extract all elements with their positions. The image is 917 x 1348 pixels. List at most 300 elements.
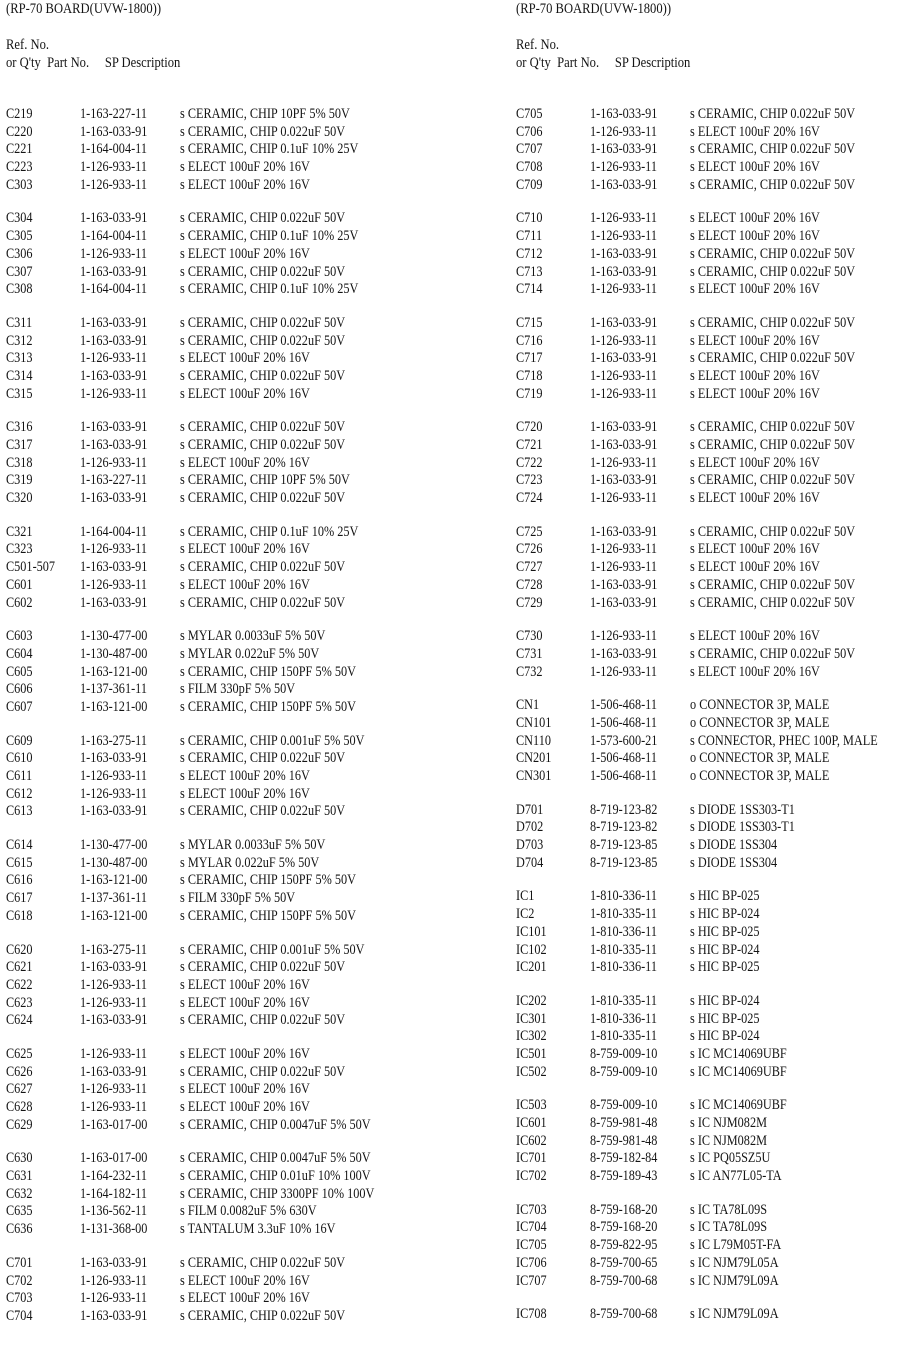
part-number: 1-163-033-91: [590, 350, 658, 367]
ref-number: C307: [6, 263, 33, 280]
ref-number: C323: [6, 541, 33, 558]
part-description: s CERAMIC, CHIP 0.1uF 10% 25V: [180, 523, 359, 540]
part-description: s ELECT 100uF 20% 16V: [180, 1272, 310, 1289]
ref-number: CN101: [516, 714, 552, 731]
part-number: 1-126-933-11: [590, 332, 657, 349]
part-description: s HIC BP-024: [690, 1028, 760, 1045]
ref-number: C620: [6, 941, 33, 958]
part-number: 1-126-933-11: [590, 281, 657, 298]
ref-number: C606: [6, 681, 33, 698]
part-description: s ELECT 100uF 20% 16V: [180, 159, 310, 176]
ref-number: C703: [6, 1290, 33, 1307]
part-number: 1-126-933-11: [590, 559, 657, 576]
ref-number: C611: [6, 768, 33, 784]
part-number: 8-759-168-20: [590, 1201, 658, 1218]
part-number: 1-163-033-91: [590, 314, 658, 331]
part-number: 1-163-033-91: [80, 367, 148, 384]
part-number: 8-759-700-65: [590, 1254, 658, 1271]
ref-number: CN301: [516, 768, 552, 784]
part-description: s HIC BP-024: [690, 941, 760, 958]
part-description: o CONNECTOR 3P, MALE: [690, 697, 830, 714]
part-number: 1-163-121-00: [80, 663, 148, 680]
part-number: 8-759-182-84: [590, 1150, 658, 1167]
part-description: s IC TA78L09S: [690, 1219, 768, 1236]
part-number: 1-163-033-91: [80, 594, 148, 611]
ref-number: C715: [516, 314, 543, 331]
part-description: s HIC BP-025: [690, 888, 760, 905]
board-title: (RP-70 BOARD(UVW-1800)): [6, 1, 162, 17]
column-header: [516, 36, 690, 72]
ref-number: IC102: [516, 941, 547, 958]
ref-number: C618: [6, 907, 33, 924]
part-description: s CERAMIC, CHIP 0.022uF 50V: [180, 332, 346, 349]
ref-number: C220: [6, 123, 33, 140]
part-number: 1-126-933-11: [80, 1099, 147, 1115]
part-number: 1-163-033-91: [590, 523, 658, 540]
part-description: s CERAMIC, CHIP 0.022uF 50V: [180, 594, 346, 611]
part-number: 1-163-033-91: [80, 263, 148, 280]
part-number: 1-163-033-91: [590, 263, 658, 280]
ref-number: C710: [516, 210, 543, 227]
part-number: 1-163-033-91: [590, 472, 658, 489]
ref-number: C708: [516, 159, 543, 176]
part-number: 1-163-033-91: [80, 123, 148, 140]
part-number: 8-759-822-95: [590, 1237, 658, 1254]
part-description: s ELECT 100uF 20% 16V: [690, 663, 820, 680]
ref-number: CN1: [516, 697, 540, 714]
ref-number: C723: [516, 472, 543, 489]
part-description: s ELECT 100uF 20% 16V: [690, 228, 820, 245]
part-number: 1-164-004-11: [80, 228, 147, 245]
ref-number: C304: [6, 210, 33, 227]
ref-number: C625: [6, 1045, 33, 1062]
part-number: 1-126-933-11: [590, 159, 657, 176]
part-number: 1-163-033-91: [80, 314, 148, 331]
part-description: s CERAMIC, CHIP 0.022uF 50V: [690, 523, 856, 540]
part-description: s ELECT 100uF 20% 16V: [180, 176, 310, 193]
column-header-ref: Ref. No.: [6, 37, 50, 53]
ref-number: C501-507: [6, 559, 56, 576]
part-number: 1-126-933-11: [590, 663, 657, 680]
part-number: 1-506-468-11: [590, 768, 657, 784]
ref-number: C604: [6, 645, 33, 662]
column-header-fields: or Q'ty Part No. SP Description: [6, 55, 181, 71]
ref-number: C223: [6, 159, 33, 176]
ref-number: C707: [516, 141, 543, 158]
part-number: 1-126-933-11: [80, 768, 147, 784]
part-number: 1-163-033-91: [590, 645, 658, 662]
part-description: s HIC BP-025: [690, 923, 760, 940]
part-description: s CERAMIC, CHIP 0.022uF 50V: [180, 210, 346, 227]
part-number: 1-126-933-11: [80, 159, 147, 176]
ref-number: C609: [6, 732, 33, 749]
ref-number: C731: [516, 645, 543, 662]
part-number: 8-759-700-68: [590, 1272, 658, 1289]
part-description: s ELECT 100uF 20% 16V: [180, 541, 310, 558]
part-number: 1-126-933-11: [80, 541, 147, 558]
part-number: 1-126-933-11: [80, 994, 147, 1011]
part-number: 1-163-033-91: [80, 750, 148, 767]
part-description: s ELECT 100uF 20% 16V: [180, 245, 310, 262]
part-number: 8-759-981-48: [590, 1132, 658, 1149]
part-number: 8-719-123-82: [590, 819, 658, 836]
part-number: 1-164-232-11: [80, 1168, 147, 1185]
part-number: 1-164-004-11: [80, 523, 147, 540]
part-number: 1-126-933-11: [80, 1290, 147, 1307]
ref-number: C306: [6, 245, 33, 262]
ref-number: C631: [6, 1168, 33, 1185]
part-number: 1-810-336-11: [590, 888, 657, 905]
part-description: s CERAMIC, CHIP 150PF 5% 50V: [180, 872, 356, 889]
part-number: 1-164-004-11: [80, 281, 147, 298]
ref-number: C314: [6, 367, 33, 384]
part-description: s DIODE 1SS303-T1: [690, 819, 795, 836]
part-number: 1-163-121-00: [80, 872, 148, 889]
ref-number: C729: [516, 594, 543, 611]
ref-number: IC701: [516, 1150, 547, 1167]
part-number: 8-759-189-43: [590, 1168, 658, 1185]
ref-number: C635: [6, 1203, 33, 1220]
part-description: s FILM 330pF 5% 50V: [180, 890, 296, 907]
part-number: 1-130-477-00: [80, 628, 148, 645]
part-description: s CERAMIC, CHIP 150PF 5% 50V: [180, 698, 356, 715]
part-number: 1-163-033-91: [80, 1254, 148, 1271]
part-description: s CERAMIC, CHIP 0.022uF 50V: [180, 1307, 346, 1324]
ref-number: IC707: [516, 1272, 547, 1289]
part-description: s CERAMIC, CHIP 0.022uF 50V: [180, 437, 346, 453]
ref-number: C605: [6, 663, 33, 680]
ref-number: IC1: [516, 888, 535, 905]
part-description: s CERAMIC, CHIP 0.022uF 50V: [690, 419, 856, 436]
part-description: s CERAMIC, CHIP 0.022uF 50V: [180, 314, 346, 331]
part-number: 8-719-123-82: [590, 801, 658, 818]
part-number: 1-130-487-00: [80, 645, 148, 662]
ref-number: IC301: [516, 1010, 547, 1027]
part-description: s FILM 0.0082uF 5% 630V: [180, 1203, 317, 1220]
ref-number: IC705: [516, 1237, 547, 1254]
part-description: s CERAMIC, CHIP 0.1uF 10% 25V: [180, 228, 359, 245]
part-description: s ELECT 100uF 20% 16V: [180, 768, 310, 784]
part-number: 1-163-033-91: [590, 419, 658, 436]
part-description: s IC TA78L09S: [690, 1201, 768, 1218]
ref-number: C702: [6, 1272, 33, 1289]
ref-number: D702: [516, 819, 544, 836]
ref-number: IC302: [516, 1028, 547, 1045]
part-description: s CERAMIC, CHIP 0.022uF 50V: [690, 594, 856, 611]
ref-number: D701: [516, 801, 544, 818]
ref-number: C706: [516, 123, 543, 140]
part-number: 1-137-361-11: [80, 681, 147, 698]
part-description: s CERAMIC, CHIP 10PF 5% 50V: [180, 106, 350, 122]
part-description: s CERAMIC, CHIP 0.022uF 50V: [180, 123, 346, 140]
part-description: s DIODE 1SS304: [690, 837, 778, 854]
part-number: 1-126-933-11: [590, 385, 657, 402]
part-description: s CERAMIC, CHIP 0.022uF 50V: [690, 576, 856, 593]
part-description: s ELECT 100uF 20% 16V: [180, 1081, 310, 1098]
part-description: s ELECT 100uF 20% 16V: [690, 210, 820, 227]
ref-number: C713: [516, 263, 543, 280]
part-number: 8-719-123-85: [590, 837, 658, 854]
part-number: 1-130-477-00: [80, 837, 148, 854]
part-number: 1-163-033-91: [590, 141, 658, 158]
part-description: s HIC BP-024: [690, 992, 760, 1009]
part-description: s CERAMIC, CHIP 0.022uF 50V: [180, 1063, 346, 1080]
part-description: s CERAMIC, CHIP 0.022uF 50V: [690, 141, 856, 158]
ref-number: C607: [6, 698, 33, 715]
board-title: (RP-70 BOARD(UVW-1800)): [516, 1, 672, 17]
ref-number: C728: [516, 576, 543, 593]
part-description: s CERAMIC, CHIP 0.022uF 50V: [690, 106, 856, 122]
ref-number: C711: [516, 228, 543, 245]
ref-number: C613: [6, 803, 33, 820]
part-number: 1-810-336-11: [590, 923, 657, 940]
part-description: s CERAMIC, CHIP 0.001uF 5% 50V: [180, 941, 365, 958]
ref-number: C622: [6, 976, 33, 993]
part-description: s IC NJM79L05A: [690, 1254, 779, 1271]
part-number: 1-126-933-11: [80, 1081, 147, 1098]
part-description: s IC MC14069UBF: [690, 1045, 787, 1062]
ref-number: C313: [6, 350, 33, 367]
part-number: 1-163-033-91: [590, 576, 658, 593]
ref-number: IC703: [516, 1201, 547, 1218]
part-description: s CERAMIC, CHIP 0.022uF 50V: [690, 314, 856, 331]
part-description: s FILM 330pF 5% 50V: [180, 681, 296, 698]
ref-number: C318: [6, 454, 33, 471]
part-description: s CERAMIC, CHIP 0.022uF 50V: [180, 419, 346, 436]
part-description: s CERAMIC, CHIP 0.022uF 50V: [690, 350, 856, 367]
part-number: 1-506-468-11: [590, 750, 657, 767]
part-number: 1-126-933-11: [590, 454, 657, 471]
ref-number: C321: [6, 523, 33, 540]
ref-number: CN110: [516, 732, 551, 749]
part-number: 1-810-336-11: [590, 1010, 657, 1027]
part-number: 1-163-033-91: [80, 332, 148, 349]
part-number: 1-126-933-11: [80, 245, 147, 262]
ref-number: C726: [516, 541, 543, 558]
ref-number: IC202: [516, 992, 547, 1009]
part-description: s CERAMIC, CHIP 0.1uF 10% 25V: [180, 281, 359, 298]
part-description: s CERAMIC, CHIP 0.022uF 50V: [180, 959, 346, 976]
part-description: s HIC BP-025: [690, 959, 760, 976]
ref-number: C704: [6, 1307, 33, 1324]
ref-number: IC702: [516, 1168, 547, 1185]
part-number: 1-163-121-00: [80, 907, 148, 924]
part-description: s IC AN77L05-TA: [690, 1168, 782, 1185]
part-description: s CONNECTOR, PHEC 100P, MALE: [690, 732, 878, 749]
ref-number: IC706: [516, 1254, 547, 1271]
part-number: 1-137-361-11: [80, 890, 147, 907]
ref-number: C601: [6, 576, 33, 593]
ref-number: C628: [6, 1099, 33, 1115]
part-number: 8-759-009-10: [590, 1097, 658, 1114]
part-description: s IC L79M05T-FA: [690, 1237, 782, 1254]
part-number: 1-126-933-11: [590, 541, 657, 558]
part-number: 8-719-123-85: [590, 854, 658, 871]
part-number: 1-126-933-11: [80, 454, 147, 471]
ref-number: C623: [6, 994, 33, 1011]
part-number: 1-163-017-00: [80, 1150, 148, 1167]
ref-number: C719: [516, 385, 543, 402]
part-number: 1-810-335-11: [590, 906, 657, 923]
ref-number: C305: [6, 228, 33, 245]
part-description: o CONNECTOR 3P, MALE: [690, 768, 830, 784]
part-number: 1-163-017-00: [80, 1116, 148, 1133]
ref-number: C626: [6, 1063, 33, 1080]
ref-number: C308: [6, 281, 33, 298]
part-number: 1-163-033-91: [80, 959, 148, 976]
ref-number: CN201: [516, 750, 552, 767]
part-description: s CERAMIC, CHIP 150PF 5% 50V: [180, 663, 356, 680]
part-number: 1-126-933-11: [80, 576, 147, 593]
ref-number: D704: [516, 854, 544, 871]
part-description: s ELECT 100uF 20% 16V: [690, 454, 820, 471]
part-description: s ELECT 100uF 20% 16V: [690, 541, 820, 558]
ref-number: C730: [516, 628, 543, 645]
ref-number: C610: [6, 750, 33, 767]
ref-number: D703: [516, 837, 544, 854]
part-description: s DIODE 1SS303-T1: [690, 801, 795, 818]
part-number: 8-759-168-20: [590, 1219, 658, 1236]
part-number: 1-126-933-11: [80, 385, 147, 402]
part-number: 1-163-033-91: [80, 803, 148, 820]
part-description: s IC NJM79L09A: [690, 1306, 779, 1323]
ref-number: C724: [516, 490, 543, 507]
part-description: s ELECT 100uF 20% 16V: [180, 994, 310, 1011]
part-number: 1-810-335-11: [590, 992, 657, 1009]
part-number: 1-126-933-11: [80, 350, 147, 367]
ref-number: C616: [6, 872, 33, 889]
part-number: 8-759-009-10: [590, 1063, 658, 1080]
part-number: 1-163-033-91: [590, 437, 658, 453]
ref-number: C612: [6, 785, 33, 802]
ref-number: C709: [516, 176, 543, 193]
part-number: 1-163-033-91: [590, 176, 658, 193]
ref-number: C722: [516, 454, 543, 471]
part-description: s CERAMIC, CHIP 0.022uF 50V: [690, 472, 856, 489]
ref-number: IC501: [516, 1045, 547, 1062]
part-number: 1-573-600-21: [590, 732, 658, 749]
part-description: s ELECT 100uF 20% 16V: [690, 490, 820, 507]
part-description: s IC MC14069UBF: [690, 1063, 787, 1080]
part-description: s CERAMIC, CHIP 0.022uF 50V: [690, 176, 856, 193]
part-number: 1-163-227-11: [80, 106, 147, 122]
part-description: s CERAMIC, CHIP 0.022uF 50V: [690, 645, 856, 662]
ref-number: C320: [6, 490, 33, 507]
part-description: s HIC BP-024: [690, 906, 760, 923]
part-description: s CERAMIC, CHIP 0.022uF 50V: [180, 559, 346, 576]
part-number: 1-131-368-00: [80, 1221, 148, 1238]
part-description: s ELECT 100uF 20% 16V: [690, 367, 820, 384]
ref-number: C614: [6, 837, 33, 854]
part-number: 1-126-933-11: [590, 228, 657, 245]
part-description: s CERAMIC, CHIP 0.001uF 5% 50V: [180, 732, 365, 749]
part-description: s ELECT 100uF 20% 16V: [180, 454, 310, 471]
ref-number: C705: [516, 106, 543, 122]
part-description: s ELECT 100uF 20% 16V: [180, 350, 310, 367]
ref-number: C701: [6, 1254, 33, 1271]
part-number: 1-163-033-91: [590, 106, 658, 122]
part-description: s ELECT 100uF 20% 16V: [180, 1045, 310, 1062]
part-number: 1-126-933-11: [80, 785, 147, 802]
part-number: 1-126-933-11: [80, 1045, 147, 1062]
part-description: s IC NJM79L09A: [690, 1272, 779, 1289]
part-description: s IC PQ05SZ5U: [690, 1150, 771, 1167]
part-description: s ELECT 100uF 20% 16V: [690, 559, 820, 576]
part-number: 1-126-933-11: [590, 367, 657, 384]
ref-number: C312: [6, 332, 33, 349]
ref-number: C732: [516, 663, 543, 680]
part-description: s CERAMIC, CHIP 0.01uF 10% 100V: [180, 1168, 371, 1185]
part-description: s DIODE 1SS304: [690, 854, 778, 871]
part-description: s ELECT 100uF 20% 16V: [180, 1290, 310, 1307]
ref-number: C627: [6, 1081, 33, 1098]
part-number: 1-163-033-91: [80, 1307, 148, 1324]
ref-number: C303: [6, 176, 33, 193]
ref-number: IC503: [516, 1097, 547, 1114]
part-number: 1-163-275-11: [80, 732, 147, 749]
part-number: 1-163-275-11: [80, 941, 147, 958]
part-number: 1-163-033-91: [590, 594, 658, 611]
ref-number: C615: [6, 854, 33, 871]
ref-number: C319: [6, 472, 33, 489]
part-number: 1-163-033-91: [80, 490, 148, 507]
part-description: s CERAMIC, CHIP 0.0047uF 5% 50V: [180, 1150, 371, 1167]
ref-number: IC201: [516, 959, 547, 976]
part-description: s ELECT 100uF 20% 16V: [690, 159, 820, 176]
part-number: 1-163-121-00: [80, 698, 148, 715]
part-description: s ELECT 100uF 20% 16V: [690, 281, 820, 298]
part-number: 1-126-933-11: [590, 123, 657, 140]
part-number: 8-759-009-10: [590, 1045, 658, 1062]
ref-number: C315: [6, 385, 33, 402]
ref-number: C630: [6, 1150, 33, 1167]
part-number: 1-163-033-91: [80, 210, 148, 227]
part-number: 1-810-335-11: [590, 1028, 657, 1045]
ref-number: C717: [516, 350, 543, 367]
column-header-ref: Ref. No.: [516, 37, 560, 53]
part-description: s CERAMIC, CHIP 0.022uF 50V: [180, 490, 346, 507]
ref-number: IC602: [516, 1132, 547, 1149]
part-description: o CONNECTOR 3P, MALE: [690, 750, 830, 767]
part-description: s CERAMIC, CHIP 0.0047uF 5% 50V: [180, 1116, 371, 1133]
part-description: s ELECT 100uF 20% 16V: [180, 576, 310, 593]
part-number: 1-126-933-11: [590, 210, 657, 227]
part-description: s CERAMIC, CHIP 150PF 5% 50V: [180, 907, 356, 924]
ref-number: C317: [6, 437, 33, 453]
part-number: 1-163-033-91: [80, 1012, 148, 1029]
part-description: s CERAMIC, CHIP 0.022uF 50V: [180, 367, 346, 384]
part-number: 1-506-468-11: [590, 714, 657, 731]
ref-number: C720: [516, 419, 543, 436]
part-description: s MYLAR 0.0033uF 5% 50V: [180, 628, 326, 645]
part-number: 1-163-033-91: [80, 437, 148, 453]
part-number: 1-126-933-11: [80, 176, 147, 193]
ref-number: C714: [516, 281, 543, 298]
part-number: 1-136-562-11: [80, 1203, 147, 1220]
part-description: s CERAMIC, CHIP 0.022uF 50V: [180, 263, 346, 280]
ref-number: C221: [6, 141, 33, 158]
part-description: s CERAMIC, CHIP 3300PF 10% 100V: [180, 1185, 375, 1202]
ref-number: C636: [6, 1221, 33, 1238]
ref-number: C219: [6, 106, 33, 122]
ref-number: C316: [6, 419, 33, 436]
ref-number: C311: [6, 314, 33, 331]
part-description: s MYLAR 0.022uF 5% 50V: [180, 854, 320, 871]
part-number: 1-126-933-11: [80, 1272, 147, 1289]
part-description: s CERAMIC, CHIP 0.022uF 50V: [180, 1254, 346, 1271]
ref-number: C617: [6, 890, 33, 907]
ref-number: IC2: [516, 906, 535, 923]
